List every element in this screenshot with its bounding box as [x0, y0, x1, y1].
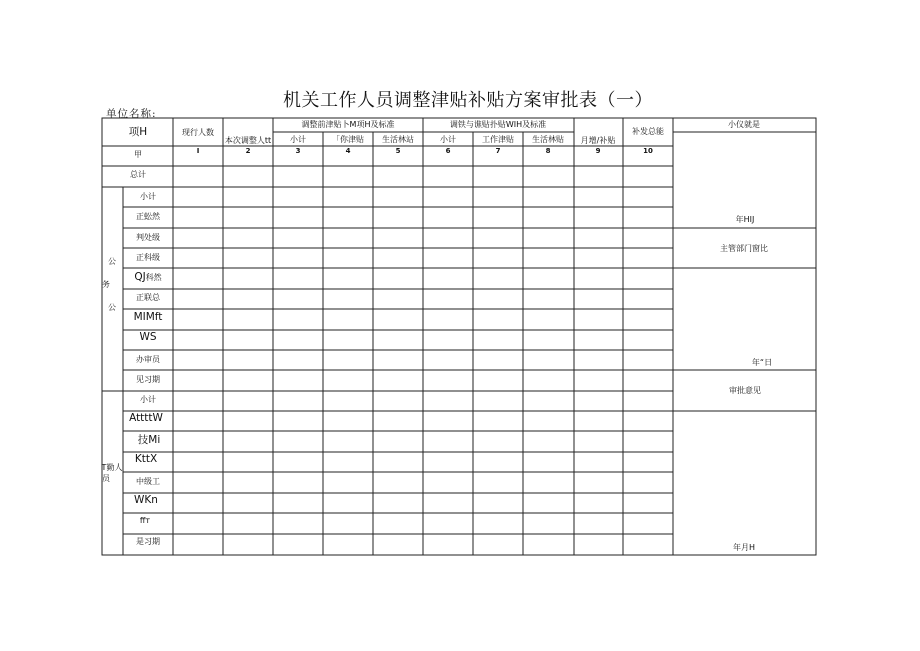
civil-row-9: 办审员: [136, 355, 160, 364]
code-num-4: 4: [345, 147, 351, 155]
header-subtotal-before: 小计: [290, 135, 306, 144]
side-date-1: 年HIJ: [735, 215, 755, 224]
code-num-3: 3: [295, 147, 301, 155]
worker-row-8: 是习期: [136, 537, 160, 546]
civil-row-4: 正科级: [136, 253, 160, 262]
code-num-8: 8: [545, 147, 551, 155]
header-living-subsidy-after: 生活林贴: [532, 135, 564, 144]
civil-row-5: QJ科然: [134, 270, 162, 283]
header-work-allowance-before: 「你津贴: [332, 135, 364, 144]
worker-group-label-1: T勤人: [101, 463, 123, 472]
header-after-group: 调铁与谯贴扑贴WIH及标准: [449, 120, 547, 129]
civil-group-label-2: 务: [102, 280, 110, 289]
civil-row-8: WS: [139, 330, 157, 343]
civil-row-7: MIMft: [133, 310, 163, 323]
header-living-subsidy-before: 生活林站: [382, 135, 414, 144]
code-num-9: 9: [595, 147, 601, 155]
header-opinion: 小仪就是: [728, 120, 760, 129]
code-num-10: 10: [643, 147, 653, 155]
side-date-3: 年月H: [732, 543, 756, 552]
civil-row-6: 正联总: [136, 293, 160, 302]
worker-group-label-2: 员: [102, 474, 110, 483]
code-row-label: 甲: [134, 150, 142, 159]
code-num-5: 5: [395, 147, 401, 155]
civil-group-label-3: 公: [108, 303, 116, 312]
code-num-6: 6: [445, 147, 451, 155]
code-num-1: I: [196, 147, 200, 155]
header-monthly-increase: 月增/补贴: [580, 136, 616, 145]
unit-name-label: 单位名称:: [106, 108, 157, 120]
civil-row-2: 正蚣然: [136, 212, 160, 221]
header-adjusted-staff: 本次调整人tt: [224, 136, 272, 145]
approval-opinion-label: 审批意见: [729, 386, 761, 395]
form-title: 机关工作人员调整津贴补贴方案审批表（一）: [283, 90, 653, 111]
header-total-issue: 补发总能: [632, 127, 664, 136]
worker-row-6: WKn: [134, 493, 158, 506]
civil-row-subtotal: 小计: [140, 192, 156, 201]
worker-row-4: KttX: [134, 452, 158, 465]
civil-row-5-prefix: QJ: [134, 270, 146, 283]
civil-group-label-1: 公: [108, 257, 116, 266]
worker-row-subtotal: 小计: [140, 395, 156, 404]
header-subtotal-after: 小计: [440, 135, 456, 144]
total-label: 总计: [130, 170, 146, 179]
civil-row-3: 判处级: [136, 233, 160, 242]
code-num-2: 2: [245, 147, 251, 155]
worker-row-5: 中级工: [136, 477, 160, 486]
worker-row-3: 技Mi: [137, 433, 161, 446]
dept-opinion-label: 主管部门窗比: [720, 244, 768, 253]
side-date-2: 年“日: [751, 358, 773, 367]
civil-row-10: 见习期: [136, 375, 160, 384]
header-before-group: 调整前津贴卜M项H及标准: [301, 120, 395, 129]
header-current-staff: 现行人数: [182, 128, 214, 137]
worker-row-7: ffт: [139, 516, 151, 525]
header-work-allowance-after: 工作津贴: [482, 135, 514, 144]
worker-row-2: AttttW: [129, 411, 163, 424]
header-item: 项H: [128, 126, 148, 138]
code-num-7: 7: [495, 147, 501, 155]
